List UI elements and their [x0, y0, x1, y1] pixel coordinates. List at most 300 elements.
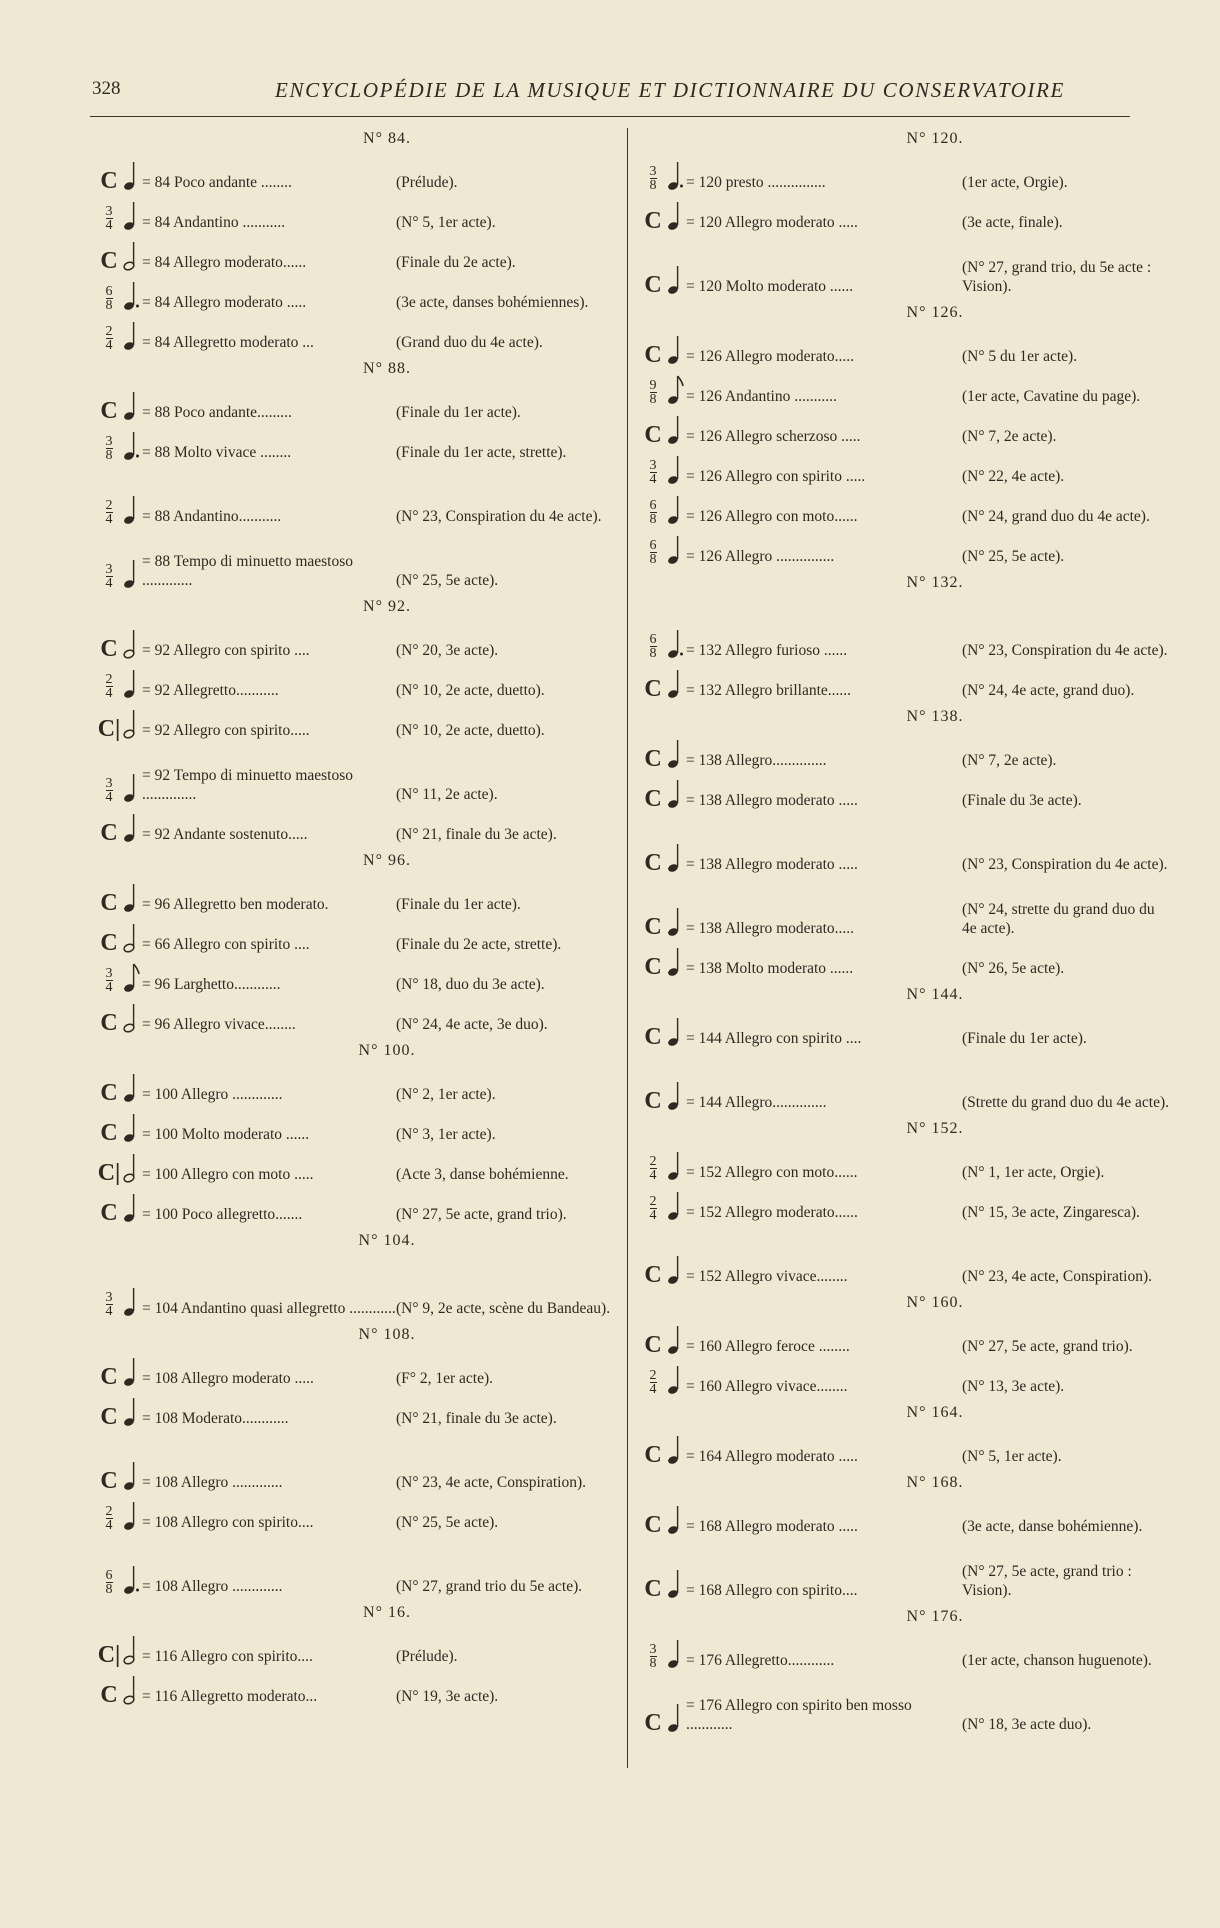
tempo-entry [96, 194, 618, 234]
tempo-marking: = 92 Allegretto........... [142, 682, 279, 699]
time-signature: C [644, 850, 662, 876]
tempo-marking: = 92 Andante sostenuto..... [142, 826, 308, 843]
time-signature: C [644, 746, 662, 772]
tempo-marking: = 100 Allegro ............. [142, 1086, 283, 1103]
tempo-group-heading: N° 96. [363, 852, 411, 869]
tempo-entry [96, 314, 618, 354]
time-signature: C [644, 786, 662, 812]
tempo-entry [640, 1184, 1170, 1224]
score-reference: (Finale du 1er acte). [396, 404, 521, 421]
score-reference: (N° 24, grand duo du 4e acte). [962, 508, 1150, 525]
score-reference: (N° 18, duo du 3e acte). [396, 976, 545, 993]
score-reference: (N° 25, 5e acte). [396, 1514, 499, 1531]
note-value-icon [122, 626, 140, 660]
note-value-icon [666, 776, 684, 810]
time-signature: $\frac{6}{8}$ [649, 498, 657, 527]
tempo-entry [640, 194, 1170, 234]
score-reference: (Strette du grand duo du 4e acte). [962, 1094, 1170, 1111]
score-reference: (N° 5, 1er acte). [962, 1448, 1062, 1465]
tempo-group-heading: N° 100. [358, 1042, 416, 1059]
note-value-icon [122, 1672, 140, 1706]
tempo-marking: = 132 Allegro furioso ...... [686, 642, 848, 659]
tempo-marking: = 138 Allegro moderato ..... [686, 792, 858, 809]
tempo-marking: = 84 Poco andante ........ [142, 174, 292, 191]
score-reference: (N° 5 du 1er acte). [962, 348, 1078, 365]
note-value-icon [122, 880, 140, 914]
time-signature: C [644, 954, 662, 980]
tempo-marking: = 176 Allegretto............ [686, 1652, 835, 1669]
tempo-marking: = 152 Allegro con moto...... [686, 1164, 858, 1181]
score-reference: (N° 15, 3e acte, Zingaresca). [962, 1204, 1140, 1221]
tempo-entry [640, 448, 1170, 488]
note-value-icon [666, 666, 684, 700]
note-value-icon [666, 1502, 684, 1536]
tempo-entry [96, 956, 618, 996]
page-number: 328 [92, 78, 121, 99]
time-signature: C [644, 272, 662, 298]
score-reference: (N° 21, finale du 3e acte). [396, 1410, 557, 1427]
time-signature: C [644, 914, 662, 940]
tempo-group-heading: N° 88. [363, 360, 411, 377]
note-value-icon [666, 840, 684, 874]
note-value-icon [666, 1014, 684, 1048]
note-value-icon [122, 810, 140, 844]
tempo-entry [640, 876, 1170, 940]
tempo-entry [96, 1066, 618, 1106]
tempo-marking: = 126 Allegro moderato..... [686, 348, 855, 365]
score-reference: (N° 23, Conspiration du 4e acte). [962, 856, 1168, 873]
score-reference: (N° 23, 4e acte, Conspiration). [396, 1474, 586, 1491]
tempo-marking: = 126 Allegro con spirito ..... [686, 468, 866, 485]
score-reference: (Prélude). [396, 174, 458, 191]
note-value-icon [122, 318, 140, 352]
time-signature: C [644, 1332, 662, 1358]
time-signature: $\frac{2}{4}$ [105, 324, 113, 353]
tempo-entry [640, 598, 1170, 662]
time-signature: C [644, 422, 662, 448]
tempo-entry [96, 1534, 618, 1598]
tempo-entry [640, 1428, 1170, 1468]
tempo-marking: = 84 Andantino ........... [142, 214, 286, 231]
score-reference: (N° 9, 2e acte, scène du Bandeau). [396, 1300, 611, 1317]
tempo-marking: = 116 Allegro con spirito.... [142, 1648, 313, 1665]
score-reference: (Finale du 3e acte). [962, 792, 1082, 809]
tempo-marking: = 152 Allegro moderato...... [686, 1204, 858, 1221]
note-value-icon [666, 1148, 684, 1182]
tempo-entry [640, 234, 1170, 298]
note-value-icon [666, 1188, 684, 1222]
note-value-icon [122, 158, 140, 192]
note-value-icon [666, 1700, 684, 1734]
time-signature: C [100, 1404, 118, 1430]
tempo-group-heading: N° 16. [363, 1604, 411, 1621]
note-value-icon [122, 1190, 140, 1224]
time-signature: $\frac{6}{8}$ [649, 632, 657, 661]
note-value-icon [122, 198, 140, 232]
tempo-marking: = 92 Allegro con spirito .... [142, 642, 310, 659]
tempo-entry [640, 940, 1170, 980]
tempo-entry [96, 702, 618, 742]
score-reference: (N° 7, 2e acte). [962, 428, 1057, 445]
time-signature: $\frac{2}{4}$ [649, 1154, 657, 1183]
time-signature: C [100, 168, 118, 194]
score-reference: (N° 21, finale du 3e acte). [396, 826, 557, 843]
note-value-icon [122, 1000, 140, 1034]
tempo-marking: = 160 Allegro feroce ........ [686, 1338, 850, 1355]
tempo-marking: = 100 Molto moderato ...... [142, 1126, 310, 1143]
note-value-icon [122, 1354, 140, 1388]
right-column [640, 124, 1170, 1736]
tempo-marking: = 108 Allegro ............. [142, 1578, 283, 1595]
score-reference: (N° 27, 5e acte, grand trio : Vision). [962, 1563, 1132, 1599]
tempo-marking: = 100 Allegro con moto ..... [142, 1166, 314, 1183]
tempo-marking: = 92 Allegro con spirito..... [142, 722, 310, 739]
tempo-marking: = 126 Allegro ............... [686, 548, 835, 565]
time-signature: C [100, 1010, 118, 1036]
tempo-entry [96, 528, 618, 592]
time-signature: C [644, 1512, 662, 1538]
tempo-group-heading: N° 126. [906, 304, 964, 321]
note-value-icon [666, 158, 684, 192]
score-reference: (N° 23, Conspiration du 4e acte). [396, 508, 602, 525]
time-signature: $\frac{3}{4}$ [105, 562, 113, 591]
tempo-marking: = 88 Poco andante......... [142, 404, 292, 421]
tempo-entry [640, 1672, 1170, 1736]
note-value-icon [122, 960, 140, 994]
time-signature: C [100, 248, 118, 274]
score-reference: (N° 27, 5e acte, grand trio). [396, 1206, 567, 1223]
tempo-marking: = 138 Allegro moderato..... [686, 920, 855, 937]
score-reference: (N° 7, 2e acte). [962, 752, 1057, 769]
score-reference: (3e acte, finale). [962, 214, 1063, 231]
note-value-icon [666, 198, 684, 232]
tempo-marking: = 66 Allegro con spirito .... [142, 936, 310, 953]
time-signature: C [100, 398, 118, 424]
score-reference: (N° 27, 5e acte, grand trio). [962, 1338, 1133, 1355]
time-signature: C [100, 636, 118, 662]
tempo-entry [96, 1494, 618, 1534]
note-value-icon [122, 1632, 140, 1666]
note-value-icon [122, 1498, 140, 1532]
time-signature: C [644, 1576, 662, 1602]
tempo-entry [96, 234, 618, 274]
note-value-icon [666, 332, 684, 366]
tempo-entry [96, 742, 618, 806]
tempo-group-heading: N° 132. [906, 574, 964, 591]
score-reference: (Grand duo du 4e acte). [396, 334, 543, 351]
time-signature: C [644, 1024, 662, 1050]
score-reference: (Acte 3, danse bohémienne. [396, 1166, 569, 1183]
score-reference: (N° 3, 1er acte). [396, 1126, 496, 1143]
tempo-entry [640, 154, 1170, 194]
score-reference: (N° 5, 1er acte). [396, 214, 496, 231]
time-signature: C [644, 1710, 662, 1736]
tempo-group-heading: N° 144. [906, 986, 964, 1003]
time-signature: $\frac{3}{4}$ [649, 458, 657, 487]
tempo-marking: = 108 Allegro moderato ..... [142, 1370, 314, 1387]
score-reference: (N° 24, strette du grand duo du 4e acte). [962, 901, 1155, 937]
time-signature: C [644, 342, 662, 368]
score-reference: (N° 24, 4e acte, grand duo). [962, 682, 1135, 699]
note-value-icon [666, 1078, 684, 1112]
note-value-icon [122, 278, 140, 312]
time-signature: C| [97, 1160, 121, 1186]
tempo-entry [640, 1010, 1170, 1050]
tempo-entry [96, 1430, 618, 1494]
tempo-marking: = 126 Allegro con moto...... [686, 508, 858, 525]
tempo-marking: = 138 Allegro moderato ..... [686, 856, 858, 873]
tempo-marking: = 138 Allegro.............. [686, 752, 827, 769]
score-reference: (Prélude). [396, 1648, 458, 1665]
tempo-marking: = 126 Andantino ........... [686, 388, 837, 405]
score-reference: (N° 13, 3e acte). [962, 1378, 1065, 1395]
tempo-entry [96, 1146, 618, 1186]
score-reference: (Finale du 2e acte). [396, 254, 516, 271]
score-reference: (N° 22, 4e acte). [962, 468, 1065, 485]
time-signature: C [100, 890, 118, 916]
tempo-entry [640, 732, 1170, 772]
score-reference: (N° 23, Conspiration du 4e acte). [962, 642, 1168, 659]
note-value-icon [666, 1636, 684, 1670]
tempo-entry [640, 1538, 1170, 1602]
tempo-marking: = 108 Moderato............ [142, 1410, 289, 1427]
tempo-marking: = 100 Poco allegretto....... [142, 1206, 303, 1223]
tempo-marking: = 120 Molto moderato ...... [686, 278, 854, 295]
tempo-marking: = 132 Allegro brillante...... [686, 682, 852, 699]
note-value-icon [122, 770, 140, 804]
tempo-marking: = 144 Allegro con spirito .... [686, 1030, 862, 1047]
tempo-marking: = 152 Allegro vivace........ [686, 1268, 848, 1285]
left-column [96, 124, 618, 1708]
score-reference: (N° 26, 5e acte). [962, 960, 1065, 977]
tempo-entry [96, 806, 618, 846]
page-header [90, 76, 1130, 117]
tempo-entry [640, 1358, 1170, 1398]
note-value-icon [666, 532, 684, 566]
tempo-marking: = 168 Allegro con spirito.... [686, 1582, 858, 1599]
note-value-icon [122, 1070, 140, 1104]
tempo-entry [96, 1106, 618, 1146]
score-reference: (N° 10, 2e acte, duetto). [396, 722, 545, 739]
time-signature: C [100, 1080, 118, 1106]
tempo-marking: = 120 presto ............... [686, 174, 826, 191]
time-signature: $\frac{3}{8}$ [649, 164, 657, 193]
score-reference: (N° 1, 1er acte, Orgie). [962, 1164, 1105, 1181]
tempo-marking: = 88 Tempo di minuetto maestoso ............. [142, 553, 354, 589]
score-reference: (1er acte, Cavatine du page). [962, 388, 1141, 405]
tempo-entry [640, 1050, 1170, 1114]
time-signature: C [100, 1682, 118, 1708]
note-value-icon [122, 388, 140, 422]
tempo-entry [640, 1224, 1170, 1288]
running-title: ENCYCLOPÉDIE DE LA MUSIQUE ET DICTIONNAIRE DU CONSERVATOIRE [275, 78, 1065, 102]
note-value-icon [666, 626, 684, 660]
tempo-marking: = 120 Allegro moderato ..... [686, 214, 858, 231]
tempo-entry [640, 1144, 1170, 1184]
tempo-entry [640, 1498, 1170, 1538]
note-value-icon [122, 1284, 140, 1318]
tempo-marking: = 88 Andantino........... [142, 508, 282, 525]
score-reference: (N° 27, grand trio du 5e acte). [396, 1578, 583, 1595]
note-value-icon [122, 238, 140, 272]
time-signature: $\frac{6}{8}$ [649, 538, 657, 567]
tempo-entry [96, 1350, 618, 1390]
score-reference: (3e acte, danse bohémienne). [962, 1518, 1143, 1535]
time-signature: $\frac{6}{8}$ [105, 284, 113, 313]
time-signature: $\frac{2}{4}$ [105, 1504, 113, 1533]
tempo-marking: = 84 Allegretto moderato ... [142, 334, 314, 351]
tempo-group-heading: N° 92. [363, 598, 411, 615]
note-value-icon [122, 920, 140, 954]
tempo-entry [96, 274, 618, 314]
tempo-entry [640, 328, 1170, 368]
note-value-icon [122, 1562, 140, 1596]
tempo-marking: = 108 Allegro ............. [142, 1474, 283, 1491]
note-value-icon [666, 372, 684, 406]
tempo-marking: = 116 Allegretto moderato... [142, 1688, 318, 1705]
score-reference: (1er acte, chanson huguenote). [962, 1652, 1152, 1669]
score-reference: (N° 19, 3e acte). [396, 1688, 499, 1705]
time-signature: $\frac{3}{4}$ [105, 204, 113, 233]
note-value-icon [666, 452, 684, 486]
note-value-icon [122, 556, 140, 590]
time-signature: C| [97, 1642, 121, 1668]
note-value-icon [122, 666, 140, 700]
tempo-marking: = 96 Allegro vivace........ [142, 1016, 296, 1033]
time-signature: $\frac{2}{4}$ [649, 1368, 657, 1397]
note-value-icon [122, 1110, 140, 1144]
score-reference: (N° 23, 4e acte, Conspiration). [962, 1268, 1152, 1285]
note-value-icon [666, 1252, 684, 1286]
tempo-entry [96, 1186, 618, 1226]
tempo-entry [640, 772, 1170, 812]
tempo-entry [96, 916, 618, 956]
tempo-entry [96, 1390, 618, 1430]
score-reference: (1er acte, Orgie). [962, 174, 1068, 191]
time-signature: $\frac{9}{8}$ [649, 378, 657, 407]
tempo-group-heading: N° 108. [358, 1326, 416, 1343]
time-signature: $\frac{2}{4}$ [105, 498, 113, 527]
score-reference: (N° 18, 3e acte duo). [962, 1716, 1092, 1733]
tempo-entry [96, 622, 618, 662]
tempo-group-heading: N° 164. [906, 1404, 964, 1421]
note-value-icon [666, 904, 684, 938]
note-value-icon [666, 944, 684, 978]
tempo-marking: = 138 Molto moderato ...... [686, 960, 854, 977]
note-value-icon [122, 428, 140, 462]
note-value-icon [666, 1362, 684, 1396]
tempo-group-heading: N° 84. [363, 130, 411, 147]
time-signature: $\frac{6}{8}$ [105, 1568, 113, 1597]
note-value-icon [666, 1566, 684, 1600]
tempo-entry [96, 1668, 618, 1708]
time-signature: C [100, 1200, 118, 1226]
time-signature: C| [97, 716, 121, 742]
score-reference: (Finale du 1er acte). [962, 1030, 1087, 1047]
tempo-marking: = 96 Allegretto ben moderato. [142, 896, 329, 913]
time-signature: C [100, 1468, 118, 1494]
tempo-marking: = 92 Tempo di minuetto maestoso .............. [142, 767, 354, 803]
score-reference: (N° 2, 1er acte). [396, 1086, 496, 1103]
time-signature: C [644, 208, 662, 234]
tempo-marking: = 108 Allegro con spirito.... [142, 1514, 314, 1531]
tempo-entry [96, 424, 618, 464]
time-signature: C [644, 676, 662, 702]
note-value-icon [666, 412, 684, 446]
time-signature: $\frac{3}{8}$ [649, 1642, 657, 1671]
time-signature: $\frac{2}{4}$ [105, 672, 113, 701]
tempo-entry [96, 384, 618, 424]
tempo-marking: = 168 Allegro moderato ..... [686, 1518, 858, 1535]
note-value-icon [122, 706, 140, 740]
tempo-entry [640, 1632, 1170, 1672]
time-signature: C [644, 1442, 662, 1468]
time-signature: $\frac{2}{4}$ [649, 1194, 657, 1223]
column-divider [627, 128, 628, 1768]
time-signature: $\frac{3}{4}$ [105, 966, 113, 995]
tempo-group-heading: N° 120. [906, 130, 964, 147]
time-signature: $\frac{3}{4}$ [105, 1290, 113, 1319]
tempo-marking: = 84 Allegro moderato...... [142, 254, 307, 271]
score-reference: (N° 27, grand trio, du 5e acte : Vision). [962, 259, 1152, 295]
score-reference: (N° 10, 2e acte, duetto). [396, 682, 545, 699]
note-value-icon [666, 736, 684, 770]
tempo-group-heading: N° 152. [906, 1120, 964, 1137]
score-reference: (N° 11, 2e acte). [396, 786, 498, 803]
tempo-marking: = 144 Allegro.............. [686, 1094, 827, 1111]
time-signature: C [100, 820, 118, 846]
note-value-icon [122, 1394, 140, 1428]
score-reference: (N° 24, 4e acte, 3e duo). [396, 1016, 548, 1033]
tempo-group-heading: N° 176. [906, 1608, 964, 1625]
tempo-group-heading: N° 104. [358, 1232, 416, 1249]
tempo-marking: = 176 Allegro con spirito ben mosso ............ [686, 1697, 912, 1733]
note-value-icon [666, 1432, 684, 1466]
time-signature: C [100, 1364, 118, 1390]
score-reference: (3e acte, danses bohémiennes). [396, 294, 589, 311]
tempo-entry [640, 812, 1170, 876]
time-signature: C [644, 1262, 662, 1288]
tempo-entry [96, 1256, 618, 1320]
tempo-entry [640, 488, 1170, 528]
score-reference: (N° 25, 5e acte). [396, 572, 499, 589]
score-reference: (Finale du 1er acte). [396, 896, 521, 913]
tempo-marking: = 104 Andantino quasi allegretto ............ [142, 1300, 396, 1317]
tempo-entry [640, 662, 1170, 702]
note-value-icon [666, 492, 684, 526]
tempo-marking: = 164 Allegro moderato ..... [686, 1448, 858, 1465]
score-reference: (N° 20, 3e acte). [396, 642, 499, 659]
tempo-group-heading: N° 168. [906, 1474, 964, 1491]
tempo-marking: = 126 Allegro scherzoso ..... [686, 428, 861, 445]
note-value-icon [122, 492, 140, 526]
score-reference: (Finale du 2e acte, strette). [396, 936, 562, 953]
time-signature: C [100, 1120, 118, 1146]
score-reference: (F° 2, 1er acte). [396, 1370, 494, 1387]
tempo-marking: = 96 Larghetto............ [142, 976, 281, 993]
time-signature: C [100, 930, 118, 956]
time-signature: C [644, 1088, 662, 1114]
tempo-entry [640, 408, 1170, 448]
note-value-icon [122, 1458, 140, 1492]
tempo-group-heading: N° 138. [906, 708, 964, 725]
tempo-entry [96, 662, 618, 702]
note-value-icon [122, 1150, 140, 1184]
tempo-entry [96, 996, 618, 1036]
tempo-marking: = 160 Allegro vivace........ [686, 1378, 848, 1395]
note-value-icon [666, 1322, 684, 1356]
time-signature: $\frac{3}{4}$ [105, 776, 113, 805]
